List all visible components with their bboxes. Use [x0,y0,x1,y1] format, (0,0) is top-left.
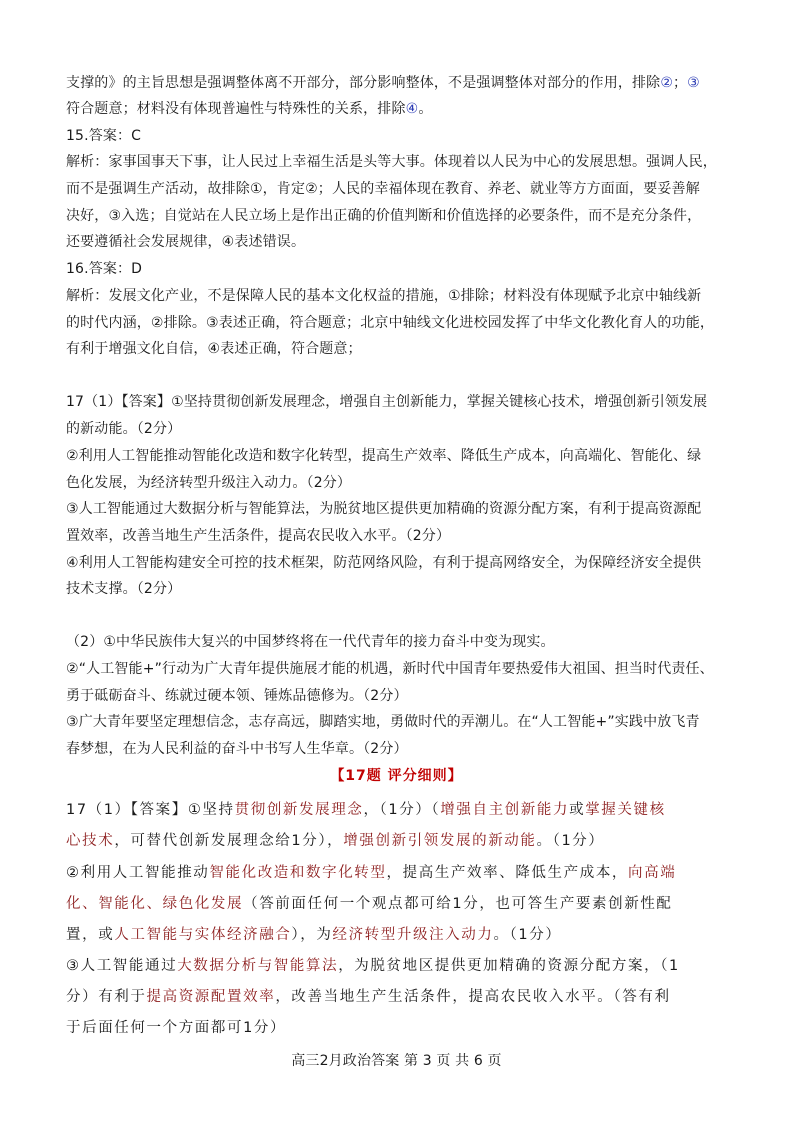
q15-explanation-line-3: 决好，③入选；自觉站在人民立场上是作出正确的价值判断和价值选择的必要条件，而不是充分条件， [66,208,702,224]
q17-2-answer-line-4: ③广大青年要坚定理想信念，志存高远，脚踏实地，勇做时代的弄潮儿。在“人工智能+”实践中放飞青 [66,714,700,730]
q17-1-answer-line-1: 17（1）【答案】①坚持贯彻创新发展理念，增强自主创新能力，掌握关键核心技术，增强创新引领发展 [66,394,708,410]
rubric-line-5: 置，或人工智能与实体经济融合），为经济转型升级注入动力。（1分） [66,927,562,943]
rubric-line-2: 心技术，可替代创新发展理念给1分），增强创新引领发展的新动能。（1分） [66,833,605,849]
q15-explanation-line-1: 解析：家事国事天下事，让人民过上幸福生活是头等大事。体现着以人民为中心的发展思想。强调人民， [66,154,717,170]
q17-2-answer-line-3: 勇于砥砺奋斗、练就过硬本领、锤炼品德修为。（2分） [66,688,408,704]
rubric-line-8: 于后面任何一个方面都可1分） [66,1020,287,1036]
rubric-title: 【17题 评分细则】 [330,768,463,784]
q16-explanation-line-1: 解析：发展文化产业，不是保障人民的基本文化权益的措施，①排除；材料没有体现赋予北京中轴线新 [66,288,702,304]
q15-explanation-line-4: 还要遵循社会发展规律，④表述错误。 [66,234,306,250]
q17-2-answer-line-1: （2）①中华民族伟大复兴的中国梦终将在一代代青年的接力奋斗中变为现实。 [66,634,555,650]
q15-answer: 15.答案：C [66,128,142,144]
page-footer: 高三2月政治答案 第 3 页 共 6 页 [291,1053,502,1069]
q17-1-answer-line-7: ④利用人工智能构建安全可控的技术框架，防范网络风险，有利于提高网络安全，为保障经济安全提供 [66,555,702,571]
q17-2-answer-line-2: ②“人工智能+”行动为广大青年提供施展才能的机遇，新时代中国青年要热爱伟大祖国、担当时代责任、 [66,661,714,677]
rubric-line-4: 化、智能化、绿色化发展（答前面任何一个观点都可给1分，也可答生产要素创新性配 [66,896,673,912]
rubric-line-1: 17（1）【答案】①坚持贯彻创新发展理念，（1分）（增强自主创新能力或掌握关键核 [66,802,666,818]
q17-1-answer-line-2: 的新动能。（2分） [66,421,182,437]
q17-1-answer-line-6: 置效率，改善当地生产生活条件，提高农民收入水平。（2分） [66,528,451,544]
q17-1-answer-line-3: ②利用人工智能推动智能化改造和数字化转型，提高生产效率、降低生产成本，向高端化、智能化、绿 [66,448,702,464]
q17-1-answer-line-4: 色化发展，为经济转型升级注入动力。（2分） [66,475,352,491]
q17-1-answer-line-8: 技术支撑。（2分） [66,581,182,597]
q16-answer: 16.答案：D [66,261,143,277]
q14-explanation-line-2: 符合题意；材料没有体现普遍性与特殊性的关系，排除④。 [66,101,433,117]
q15-explanation-line-2: 而不是强调生产活动，故排除①，肯定②；人民的幸福体现在教育、养老、就业等方方面面，要妥善解 [66,181,700,197]
q16-explanation-line-2: 的时代内涵，②排除。③表述正确，符合题意；北京中轴线文化进校园发挥了中华文化教化育人的功能， [66,315,714,331]
q14-explanation-line-1: 支撑的》的主旨思想是强调整体离不开部分，部分影响整体，不是强调整体对部分的作用，排除②；③ [66,75,700,91]
rubric-line-6: ③人工智能通过大数据分析与智能算法，为脱贫地区提供更加精确的资源分配方案，（1 [66,958,680,974]
rubric-line-3: ②利用人工智能推动智能化改造和数字化转型，提高生产效率、降低生产成本，向高端 [66,865,677,881]
q17-2-answer-line-5: 春梦想，在为人民利益的奋斗中书写人生华章。（2分） [66,741,408,757]
q16-explanation-line-3: 有利于增强文化自信，④表述正确，符合题意； [66,341,362,357]
rubric-line-7: 分）有利于提高资源配置效率，改善当地生产生活条件，提高农民收入水平。（答有利 [66,989,671,1005]
q17-1-answer-line-5: ③人工智能通过大数据分析与智能算法，为脱贫地区提供更加精确的资源分配方案，有利于提高资源配 [66,501,702,517]
